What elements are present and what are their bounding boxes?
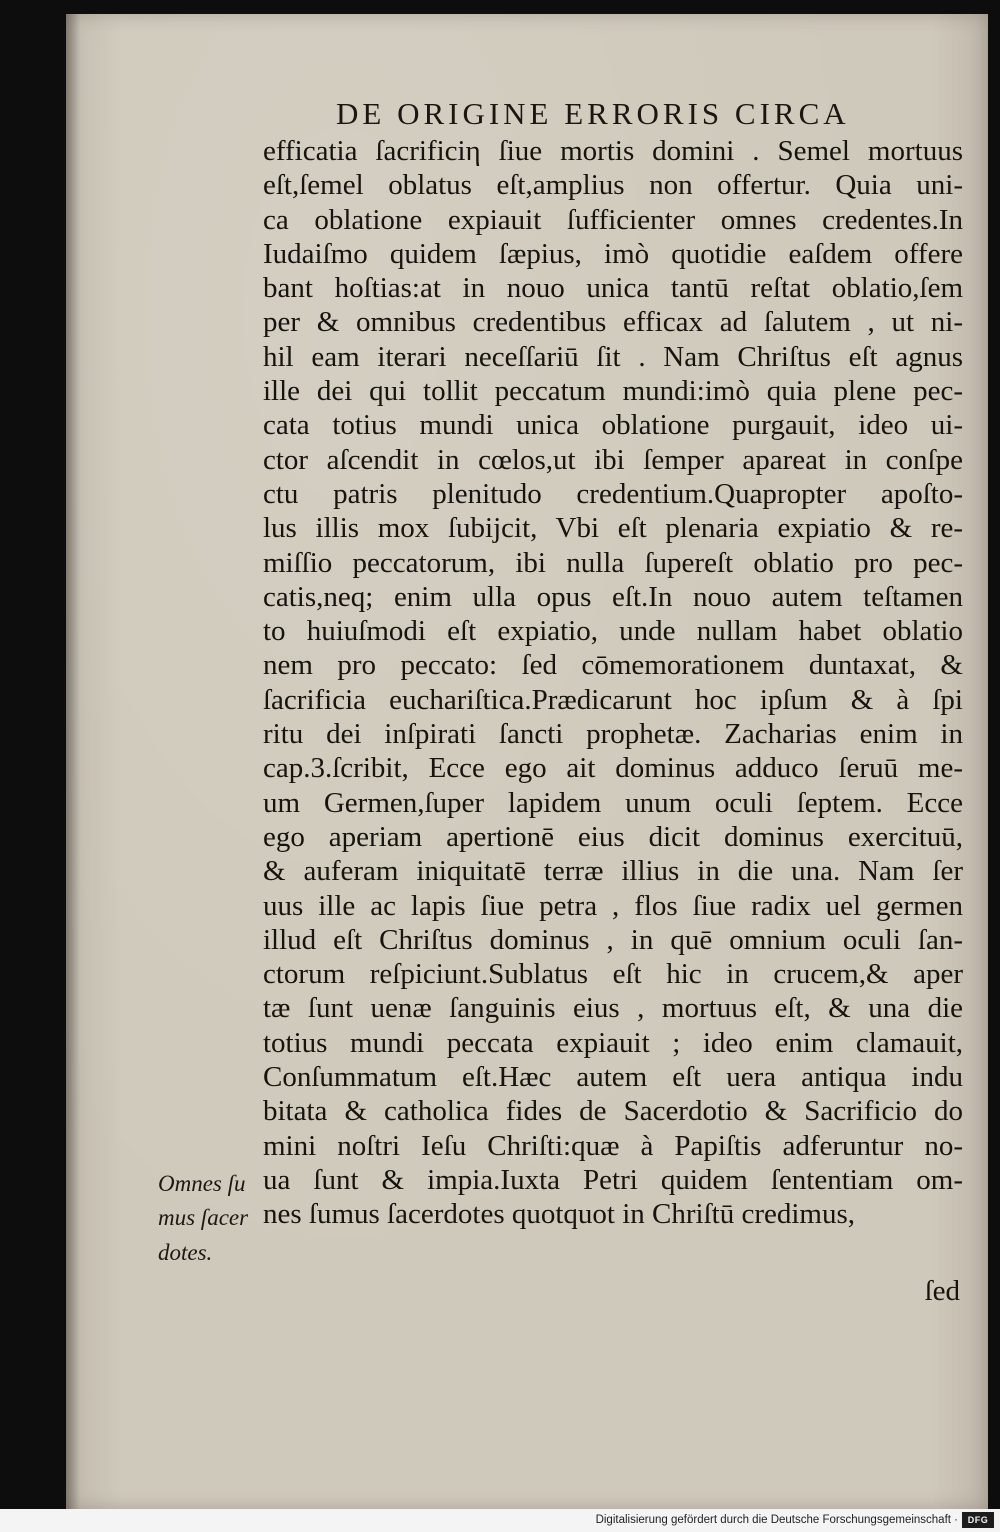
funding-credit: Digitalisierung gefördert durch die Deutsche Forschungsgemeinschaft · [595, 1514, 958, 1526]
marginal-note-line: dotes. [158, 1239, 213, 1265]
text-line: ctu patris plenitudo credentium.Quapropter apoſto- [263, 477, 963, 510]
text-line: lus illis mox ſubijcit, Vbi eſt plenaria expiatio & re- [263, 512, 963, 545]
marginal-note [158, 1167, 258, 1270]
text-line: ego aperiam apertionē eius dicit dominus exercituū, [263, 820, 963, 853]
text-line: per & omnibus credentibus efficax ad ſalutem , ut ni- [263, 306, 963, 339]
text-line: cap.3.ſcribit, Ecce ego ait dominus adduco ſeruū me- [263, 752, 963, 785]
dfg-logo: DFG [962, 1512, 994, 1528]
text-line: ille dei qui tollit peccatum mundi:imò quia plene pec- [263, 375, 963, 408]
text-line: miſſio peccatorum, ibi nulla ſupereſt oblatio pro pec- [263, 546, 963, 579]
text-line: ctor aſcendit in cœlos,ut ibi ſemper apareat in conſpe [263, 443, 963, 476]
text-line: hil eam iterari neceſſariū ſit . Nam Chriſtus eſt agnus [263, 340, 963, 373]
text-line: to huiuſmodi eſt expiatio, unde nullam habet oblatio [263, 615, 963, 648]
text-line: & auferam iniquitatē terræ illius in die una. Nam ſer [263, 855, 963, 888]
text-line: um Germen,ſuper lapidem unum oculi ſeptem. Ecce [263, 786, 963, 819]
text-line: eſt,ſemel oblatus eſt,amplius non offertur. Quia uni- [263, 169, 963, 202]
text-line: ctorum reſpiciunt.Sublatus eſt hic in crucem,& aper [263, 958, 963, 991]
marginal-note-line: Omnes ſu [158, 1171, 246, 1196]
text-line: ua ſunt & impia.Iuxta Petri quidem ſententiam om- [263, 1163, 963, 1196]
text-line: illud eſt Chriſtus dominus , in quē omnium oculi ſan- [263, 923, 963, 956]
text-line: ſacrificia euchariſtica.Prædicarunt hoc ipſum & à ſpi [263, 683, 963, 716]
text-line: nem pro peccato: ſed cōmemorationem duntaxat, & [263, 649, 963, 682]
text-line: cata totius mundi unica oblatione purgauit, ideo ui- [263, 409, 963, 442]
text-line: mini noſtri Ieſu Chriſti:quæ à Papiſtis adferuntur no- [263, 1129, 963, 1162]
text-line: efficatia ſacrificiη ſiue mortis domini . Semel mortuus [263, 135, 963, 167]
text-line: ca oblatione expiauit ſufficienter omnes credentes.In [263, 203, 963, 236]
text-line: tæ ſunt uenæ ſanguinis eius , mortuus eſt, & una die [263, 992, 963, 1025]
running-head: DE ORIGINE ERRORIS CIRCA [336, 96, 850, 131]
body-text [263, 134, 963, 1232]
text-line: Conſummatum eſt.Hæc autem eſt uera antiqua indu [263, 1061, 963, 1094]
text-line: nes ſumus ſacerdotes quotquot in Chriſtū credimus, [263, 1198, 855, 1231]
text-line: bant hoſtias:at in nouo unica tantū reſtat oblatio,ſem [263, 272, 963, 305]
text-line: uus ille ac lapis ſiue petra , flos ſiue radix uel germen [263, 889, 963, 922]
text-line: totius mundi peccata expiauit ; ideo enim clamauit, [263, 1026, 963, 1059]
catchword: ſed [924, 1275, 960, 1307]
text-line: bitata & catholica fides de Sacerdotio & Sacrificio do [263, 1095, 963, 1128]
text-line: catis,neq; enim ulla opus eſt.In nouo autem teſtamen [263, 580, 963, 613]
text-line: Iudaiſmo quidem ſæpius, imò quotidie eaſdem offere [263, 237, 963, 270]
marginal-note-line: mus ſacer [158, 1205, 249, 1231]
gutter-shadow [66, 14, 80, 1509]
text-line: ritu dei inſpirati ſancti prophetæ. Zacharias enim in [263, 718, 963, 751]
